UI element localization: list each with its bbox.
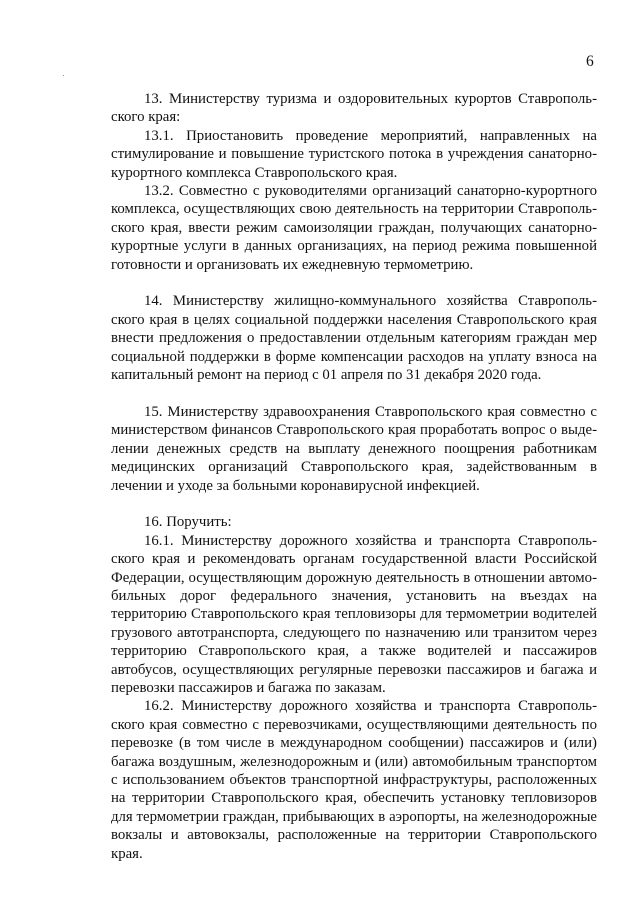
paragraph-13-2: 13.2. Совместно с руководителями организаций санаторно-курортного комплекса, осуществляющих свою деятельность на территории Ставропольского края, ввести режим самоизоляции граждан, получающих санаторно-курортные услуги в данных организациях, на период режима повышенной готовности и организовать их ежедневную термометрию.	[111, 183, 597, 273]
scan-speck	[63, 75, 64, 76]
paragraph-16-1: 16.1. Министерству дорожного хозяйства и транспорта Ставропольского края и рекомендовать органам государственной власти Российской Федерации, осуществляющим дорожную деятельность в отношении автомобильных дорог федерального значения, установить на въездах на территорию Ставропольского края тепловизоры для термометрии водителей грузового автотранспорта, следующего по назначению или транзитом через территорию Ставропольского края, а также водителей и пассажиров автобусов, осуществляющих регулярные перевозки пассажиров и багажа и перевозки пассажиров и багажа по заказам.	[111, 532, 597, 696]
paragraph-16-2: 16.2. Министерству дорожного хозяйства и транспорта Ставропольского края совместно с перевозчиками, осуществляющими деятельность по перевозке (в том числе в международном сообщении) пассажиров и (или) багажа воздушным, железнодорожным и (или) автомобильным транспортом с использованием объектов транспортной инфраструктуры, расположенных на территории Ставропольского края, обеспечить установку тепловизоров для термометрии граждан, прибывающих в аэропорты, на железнодорожные вокзалы и автовокзалы, расположенные на территории Ставропольского края.	[111, 698, 597, 862]
paragraph-14: 14. Министерству жилищно-коммунального хозяйства Ставропольского края в целях социальной поддержки населения Ставропольского края внести предложения о предоставлении отдельным категориям граждан мер социальной поддержки в форме компенсации расходов на уплату взноса на капитальный ремонт на период с 01 апреля по 31 декабря 2020 года.	[111, 293, 597, 384]
section-gap	[111, 495, 597, 513]
section-gap	[111, 384, 597, 402]
paragraph-13: 13. Министерству туризма и оздоровительных курортов Ставропольского края:	[111, 91, 597, 126]
document-body	[111, 90, 597, 863]
page-number: 6	[586, 53, 594, 70]
section-gap	[111, 274, 597, 292]
paragraph-16: 16. Поручить:	[144, 514, 232, 531]
paragraph-15: 15. Министерству здравоохранения Ставропольского края совместно с министерством финансов Ставропольского края проработать вопрос о выделении денежных средств на выплату денежного поощрения работникам медицинских организаций Ставропольского края, задействованным в лечении и уходе за больными коронавирусной инфекцией.	[111, 403, 597, 494]
paragraph-13-1: 13.1. Приостановить проведение мероприятий, направленных на стимулирование и повышение туристского потока в учреждения санаторно-курортного комплекса Ставропольского края.	[111, 127, 597, 181]
